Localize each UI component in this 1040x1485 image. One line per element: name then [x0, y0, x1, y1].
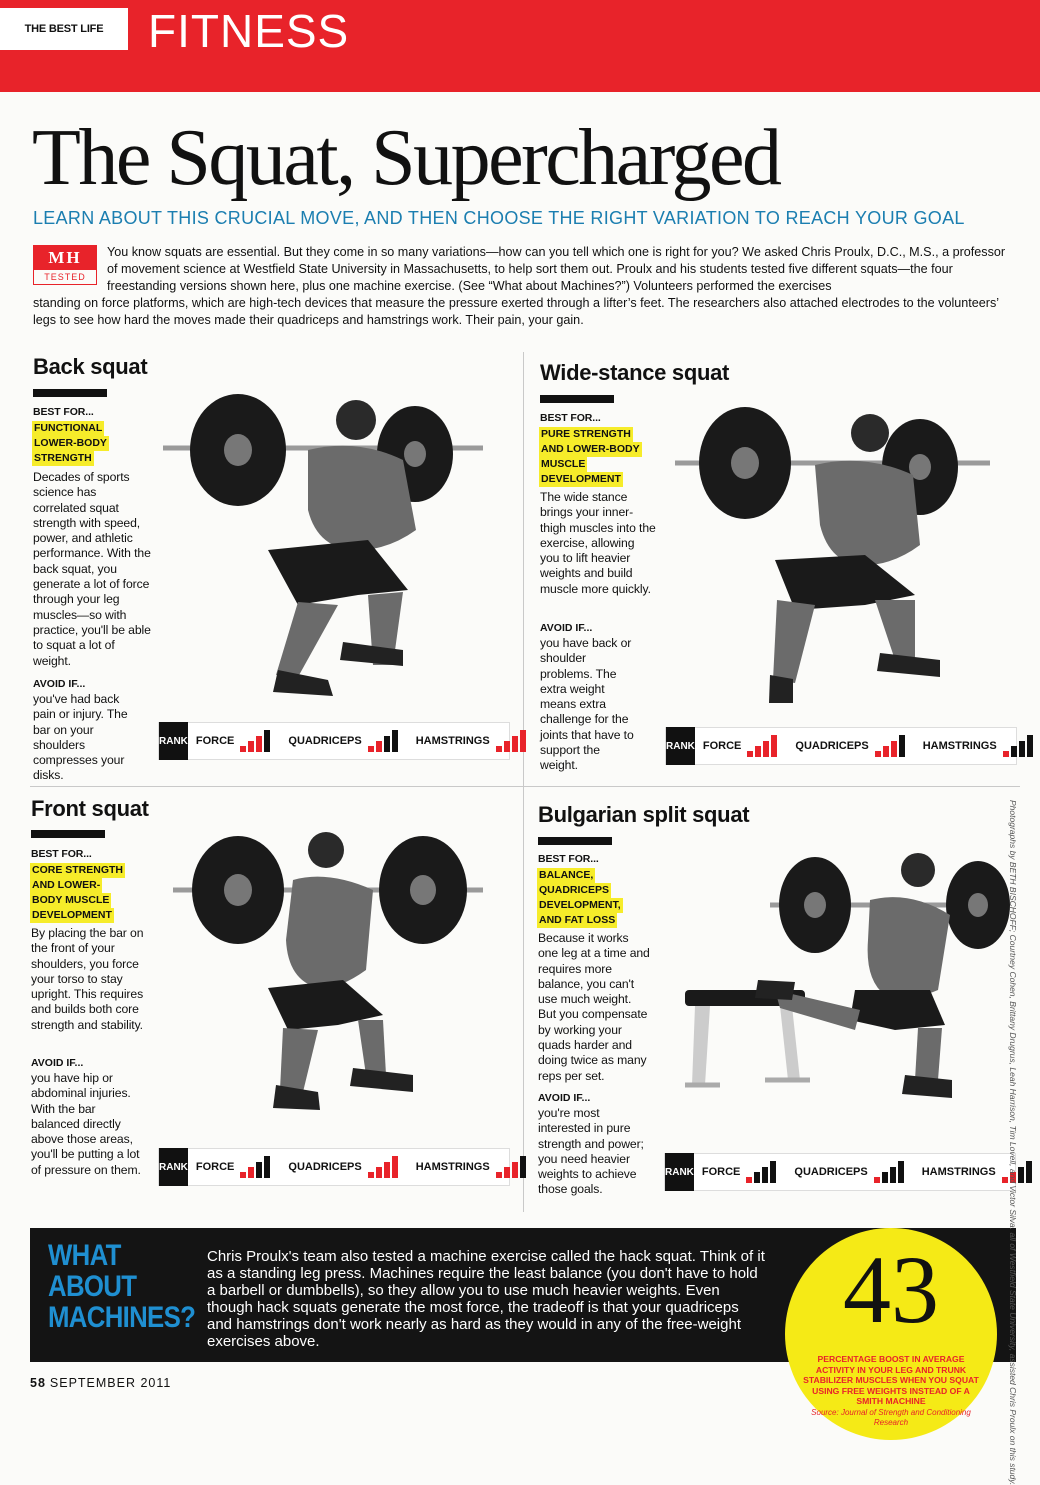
quadriceps-rank-bars: [368, 729, 400, 753]
avoid-description: you've had back pain or injury. The bar on your shoulders compresses your disks.: [33, 692, 128, 783]
rank-bar-segment: [512, 736, 518, 752]
rank-bar-segment: [891, 741, 897, 757]
force-metric: [196, 1155, 273, 1179]
page-folio: [30, 1376, 171, 1390]
stat-caption: PERCENTAGE BOOST IN AVERAGE ACTIVITY IN YOUR LEG AND TRUNK STABILIZER MUSCLES WHEN YOU SQUAT USING FREE WEIGHTS INSTEAD OF A SMITH MACHINE: [803, 1354, 979, 1406]
force-label: FORCE: [195, 735, 235, 747]
stat-source: Source: Journal of Strength and Conditioning Research: [811, 1408, 971, 1427]
rank-bar-segment: [256, 1162, 262, 1178]
rank-bar-segment: [392, 1156, 398, 1178]
quadriceps-metric: [288, 729, 399, 753]
rank-bar-segment: [754, 1172, 760, 1183]
article-subhead: LEARN ABOUT THIS CRUCIAL MOVE, AND THEN CHOOSE THE RIGHT VARIATION TO REACH YOUR GOAL: [33, 208, 965, 228]
quadriceps-label: QUADRICEPS: [288, 735, 362, 747]
best-for-label: BEST FOR...: [538, 853, 599, 865]
intro-text-rest: standing on force platforms, which are high-tech devices that measure the pressure exerted through a lifter’s feet. The researchers also attached electrodes to the volunteers’ legs to see how hard the moves made their quadriceps and hamstrings work. Their pain, your gain.: [33, 296, 999, 327]
rank-bar-segment: [770, 1161, 776, 1183]
rank-bar-segment: [874, 1177, 880, 1183]
rank-bar-segment: [1026, 1161, 1032, 1183]
exercise-title: Bulgarian split squat: [538, 802, 750, 827]
rank-bar-segment: [240, 1172, 246, 1178]
hamstrings-metric: [923, 734, 1035, 758]
back-squat-photo: [158, 380, 488, 720]
avoid-if-label: AVOID IF...: [31, 1057, 84, 1069]
rank-bar-segment: [1002, 1177, 1008, 1183]
wide-stance-squat-photo: [665, 395, 995, 725]
quadriceps-metric: [288, 1155, 399, 1179]
title-rule: [33, 389, 107, 397]
best-for-line: AND FAT LOSS: [539, 914, 616, 926]
article-headline: The Squat, Supercharged: [32, 114, 780, 202]
photo-credit: Photographs by BETH BISCHOFF; Courtney Cohen, Brittany Drugrus, Leah Harrison, Tim Lovell, and Victor Silva. all of Westfield State University, assisted Chris Proulx on this study.: [1008, 800, 1018, 1485]
section-header: [0, 0, 1040, 92]
rank-label: RANK: [666, 727, 695, 765]
force-metric: [702, 1160, 779, 1184]
force-metric: [196, 729, 273, 753]
rank-bar-segment: [512, 1162, 518, 1178]
row-divider: [30, 786, 1020, 787]
rank-bar-segment: [496, 1172, 502, 1178]
rank-bar-segment: [392, 730, 398, 752]
exercise-title: Front squat: [31, 796, 149, 821]
rank-bar-segment: [256, 736, 262, 752]
avoid-if-label: AVOID IF...: [538, 1092, 591, 1104]
quadriceps-metric: [795, 734, 906, 758]
best-for-line: STRENGTH: [34, 452, 92, 464]
rank-bar-segment: [763, 741, 769, 757]
title-rule: [31, 830, 105, 838]
rank-bar-segment: [504, 1167, 510, 1178]
rank-bar-segment: [368, 746, 374, 752]
rank-bar-segment: [496, 746, 502, 752]
hamstrings-rank-bars: [1003, 734, 1035, 758]
rank-bar-segment: [520, 1156, 526, 1178]
rank-bar-segment: [882, 1172, 888, 1183]
best-for-line: MUSCLE: [541, 458, 586, 470]
quadriceps-rank-bars: [875, 734, 907, 758]
section-tag: THE BEST LIFE: [0, 8, 128, 50]
hamstrings-rank-bars: [496, 729, 528, 753]
rank-bar-segment: [875, 751, 881, 757]
hamstrings-label: HAMSTRINGS: [922, 740, 997, 752]
rank-bar-segment: [504, 741, 510, 752]
quadriceps-label: QUADRICEPS: [794, 1166, 868, 1178]
mh-logo: MH: [34, 246, 96, 270]
rank-bar-segment: [520, 730, 526, 752]
exercise-description: Decades of sports science has correlated squat strength with speed, power, and athletic performance. With the back squat, you generate a lot of force through your leg muscles—so with practice, you'll be able to squat a lot of weight.: [33, 470, 151, 668]
best-for-line: AND LOWER-: [32, 879, 101, 891]
rank-label: RANK: [159, 722, 188, 760]
rank-bar: [664, 1153, 1016, 1191]
front-squat-photo: [168, 830, 488, 1130]
issue-date: SEPTEMBER 2011: [49, 1376, 172, 1390]
avoid-description: you're most interested in pure strength and power; you need heavier weights to achieve those goals.: [538, 1106, 644, 1197]
force-rank-bars: [240, 729, 272, 753]
rank-bar-segment: [376, 741, 382, 752]
exercise-description: Because it works one leg at a time and requires more balance, you can't use much weight. But you compensate by working your quads harder and doing twice as many reps per set.: [538, 931, 650, 1083]
title-rule: [540, 395, 614, 403]
rank-bar-segment: [248, 1167, 254, 1178]
bulgarian-split-squat-photo: [680, 840, 1020, 1120]
best-for-line: BALANCE,: [539, 869, 594, 881]
avoid-description: you have hip or abdominal injuries. With the bar balanced directly above those areas, you'll be putting a lot of pressure on them.: [31, 1071, 141, 1177]
best-for-label: BEST FOR...: [540, 412, 601, 424]
rank-bar-segment: [1027, 735, 1033, 757]
rank-bar-segment: [899, 735, 905, 757]
rank-bar-segment: [746, 1177, 752, 1183]
rank-bar: [665, 727, 1017, 765]
tested-label: TESTED: [44, 272, 86, 282]
intro-text: You know squats are essential. But they come in so many variations—how can you tell which one is right for you? We asked Chris Proulx, D.C., M.S., a professor of movement science at Westfield State University in Massachusetts, to help sort them out. Proulx and his students tested five different squats—the four freestanding versions shown here, plus one machine exercise. (See “What about Machines?”) Volunteers performed the exercises: [107, 245, 1006, 293]
best-for-line: FUNCTIONAL: [34, 422, 103, 434]
avoid-if-label: AVOID IF...: [540, 622, 593, 634]
force-metric: [703, 734, 780, 758]
section-title: FITNESS: [148, 5, 350, 57]
quadriceps-rank-bars: [874, 1160, 906, 1184]
hamstrings-label: HAMSTRINGS: [921, 1166, 996, 1178]
hamstrings-label: HAMSTRINGS: [415, 735, 490, 747]
quadriceps-rank-bars: [368, 1155, 400, 1179]
rank-label: RANK: [159, 1148, 188, 1186]
rank-bar-segment: [898, 1161, 904, 1183]
rank-label: RANK: [665, 1153, 694, 1191]
title-rule: [538, 837, 612, 845]
intro-paragraph: [33, 244, 1018, 329]
force-rank-bars: [240, 1155, 272, 1179]
rank-bar-segment: [762, 1167, 768, 1183]
machines-title: WHAT ABOUT MACHINES?: [48, 1239, 196, 1334]
best-for-highlight: [537, 868, 623, 928]
best-for-line: DEVELOPMENT: [541, 473, 621, 485]
force-label: FORCE: [702, 740, 742, 752]
rank-bar-segment: [376, 1167, 382, 1178]
hamstrings-label: HAMSTRINGS: [415, 1161, 490, 1173]
quadriceps-label: QUADRICEPS: [795, 740, 869, 752]
quadriceps-label: QUADRICEPS: [288, 1161, 362, 1173]
rank-bar-segment: [384, 736, 390, 752]
best-for-line: DEVELOPMENT,: [539, 899, 621, 911]
best-for-line: PURE STRENGTH: [541, 428, 631, 440]
best-for-label: BEST FOR...: [31, 848, 92, 860]
rank-bar-segment: [890, 1167, 896, 1183]
rank-bar-segment: [368, 1172, 374, 1178]
best-for-highlight: [32, 421, 109, 466]
best-for-highlight: [30, 863, 125, 923]
stat-number: 43: [843, 1236, 939, 1343]
rank-bar-segment: [264, 1156, 270, 1178]
force-label: FORCE: [195, 1161, 235, 1173]
hamstrings-metric: [416, 1155, 528, 1179]
avoid-description: you have back or shoulder problems. The extra weight means extra challenge for the joints that have to support the weight.: [540, 636, 634, 773]
quadriceps-metric: [794, 1160, 905, 1184]
hamstrings-rank-bars: [496, 1155, 528, 1179]
rank-bar-segment: [384, 1162, 390, 1178]
exercise-description: By placing the bar on the front of your shoulders, you force your torso to stay upright. This requires and builds both core strength and stability.: [31, 926, 144, 1032]
hamstrings-metric: [416, 729, 528, 753]
exercise-title: Back squat: [33, 354, 148, 379]
rank-bar: [158, 1148, 510, 1186]
best-for-line: CORE STRENGTH: [32, 864, 124, 876]
best-for-line: BODY MUSCLE: [32, 894, 110, 906]
machines-text: Chris Proulx's team also tested a machine exercise called the hack squat. Think of it as a standing leg press. Machines require the least balance (you don't have to hold a barbell or dumbbells), so they allow you to use much heavier weights. Even though hack squats generate the most force, the tradeoff is that your quadriceps and hamstrings don't work nearly as hard as they would in any of the free-weight exercises above.: [207, 1248, 765, 1350]
mh-tested-badge: [33, 245, 97, 285]
rank-bar-segment: [1003, 751, 1009, 757]
exercise-title: Wide-stance squat: [540, 360, 730, 385]
rank-bar-segment: [747, 751, 753, 757]
rank-bar: [158, 722, 510, 760]
exercise-description: The wide stance brings your inner-thigh muscles into the exercise, allowing you to lift heavier weights and build muscle more quickly.: [540, 490, 656, 596]
rank-bar-segment: [248, 741, 254, 752]
rank-bar-segment: [264, 730, 270, 752]
rank-bar-segment: [1018, 1167, 1024, 1183]
avoid-if-label: AVOID IF...: [33, 678, 86, 690]
best-for-line: AND LOWER-BODY: [541, 443, 640, 455]
best-for-label: BEST FOR...: [33, 406, 94, 418]
rank-bar-segment: [755, 746, 761, 757]
rank-bar-segment: [1011, 746, 1017, 757]
rank-bar-segment: [883, 746, 889, 757]
force-rank-bars: [747, 734, 779, 758]
best-for-line: DEVELOPMENT: [32, 909, 112, 921]
force-label: FORCE: [701, 1166, 741, 1178]
page-number: 58: [30, 1376, 46, 1390]
best-for-highlight: [539, 427, 642, 487]
best-for-line: QUADRICEPS: [539, 884, 610, 896]
rank-bar-segment: [1019, 741, 1025, 757]
stat-callout: [785, 1228, 997, 1440]
rank-bar-segment: [240, 746, 246, 752]
force-rank-bars: [746, 1160, 778, 1184]
rank-bar-segment: [771, 735, 777, 757]
column-divider: [523, 352, 524, 1212]
best-for-line: LOWER-BODY: [34, 437, 107, 449]
